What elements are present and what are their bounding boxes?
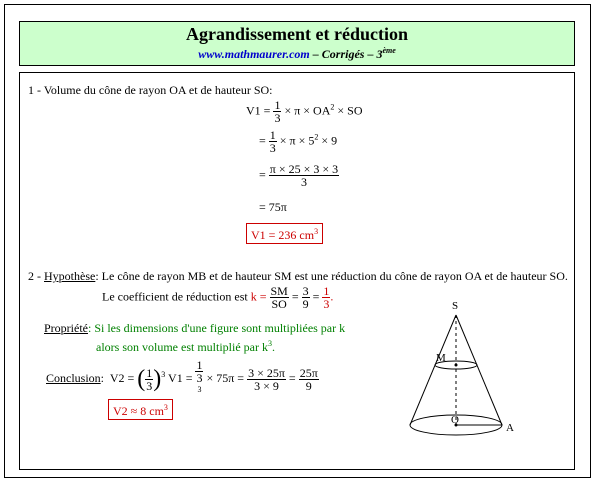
property-label: Propriété [44,321,88,335]
subtitle-sup: ème [382,46,396,55]
label-o: O [451,414,459,426]
property-line2 [96,337,275,354]
colon: : [100,370,105,385]
v2-label: V2 = [109,370,135,385]
part2-number: 2 - [28,269,44,283]
frac-den: 3 [269,141,276,155]
property-text: : Si les dimensions d'une figure sont multipliées par k [88,321,346,335]
frac-den: 3 [146,378,153,393]
frac-den: 3 [274,111,281,125]
cone-left-edge [410,315,456,425]
label-m: M [436,352,446,364]
site-link[interactable]: www.mathmaurer.com [198,47,310,61]
part1-line1 [246,99,362,124]
content-box [19,72,575,470]
label-s: S [452,300,459,312]
paren-open: ( [137,366,146,392]
frac-num: 3 × 25π [248,365,285,380]
frac-den: 9 [302,297,309,311]
frac-den: 3 [323,297,330,311]
part2-hypothesis [28,269,568,283]
part1-line3 [259,163,339,188]
property-line1 [44,321,345,335]
equals: = [288,370,296,385]
den-base: 3 [196,371,203,385]
times-75pi: × 75π = [206,370,245,385]
conclusion-label: Conclusion [46,370,101,385]
part1-result-box [246,223,323,244]
label-a: A [506,422,514,434]
cone-right-edge [456,315,502,425]
sup-3: 3 [197,385,202,394]
frac-num: 1 [274,98,281,112]
v1-label: V1 = [168,370,193,385]
frac-den: 3 [300,175,307,189]
page-subtitle [20,46,574,62]
dot: . [271,340,275,354]
equals: = [259,133,266,148]
part1-heading: 1 - Volume du cône de rayon OA et de hauteur SO: [28,83,273,97]
equals: = [259,167,266,182]
header-banner [19,21,575,66]
frac-num: 1 [196,358,203,372]
equals: = [312,289,320,304]
coefficient-line [102,285,333,310]
sup-3: 3 [163,403,168,412]
equals: = [291,289,299,304]
fraction-one-third [273,99,281,124]
conclusion-line [46,359,319,399]
fraction-final [299,367,319,392]
frac-den: 3 × 9 [254,378,279,393]
page-title: Agrandissement et réduction [186,24,408,44]
frac-num: SM [270,284,288,298]
part2-result-box [108,399,173,420]
property-text-2: alors son volume est multiplié par k [96,340,268,354]
frac-num: 25π [299,365,318,380]
line2-text: × π × 5 [279,133,315,148]
frac-num: 1 [269,128,276,142]
hypothesis-text: : Le cône de rayon MB et de hauteur SM est une réduction du cône de rayon OA et de hauteur SO. [95,269,568,283]
frac-num: π × 25 × 3 × 3 [269,162,339,176]
coef-text: Le coefficient de réduction est [102,289,248,304]
frac-num: 1 [323,284,330,298]
fraction-sm-so [270,285,289,310]
frac-den: SO [271,297,287,311]
hypothesis-label: Hypothèse [44,269,96,283]
sup-3: 3 [314,227,319,236]
part1-line4: = 75π [259,200,287,214]
sup-2: 2 [314,132,319,142]
sup-2: 2 [330,102,335,112]
v1-label: V1 = [246,103,271,118]
fraction-3-9 [302,285,310,310]
cone-figure [400,297,530,447]
part1-line2 [259,129,337,154]
line2-end: × 9 [318,133,338,148]
fraction-line3 [269,163,339,188]
result-text: V2 ≈ 8 cm [113,404,164,418]
fraction-one-third-2 [269,129,277,154]
line1-end: × SO [334,103,363,118]
frac-den [195,372,203,399]
fraction-1-27 [195,359,203,399]
sup-3: 3 [267,339,272,348]
k-label: k = [250,289,267,304]
frac-num: 1 [146,365,153,380]
frac-den: 9 [305,378,312,393]
paren-close: ) [153,366,162,392]
fraction-big [247,367,286,392]
subtitle-rest: – Corrigés – 3 [312,47,383,61]
point-b [455,364,458,367]
frac-num: 3 [302,284,309,298]
sup-3: 3 [161,369,166,379]
dot: . [330,289,334,304]
line1-text: × π × OA [284,103,331,118]
result-text: V1 = 236 cm [251,228,315,242]
